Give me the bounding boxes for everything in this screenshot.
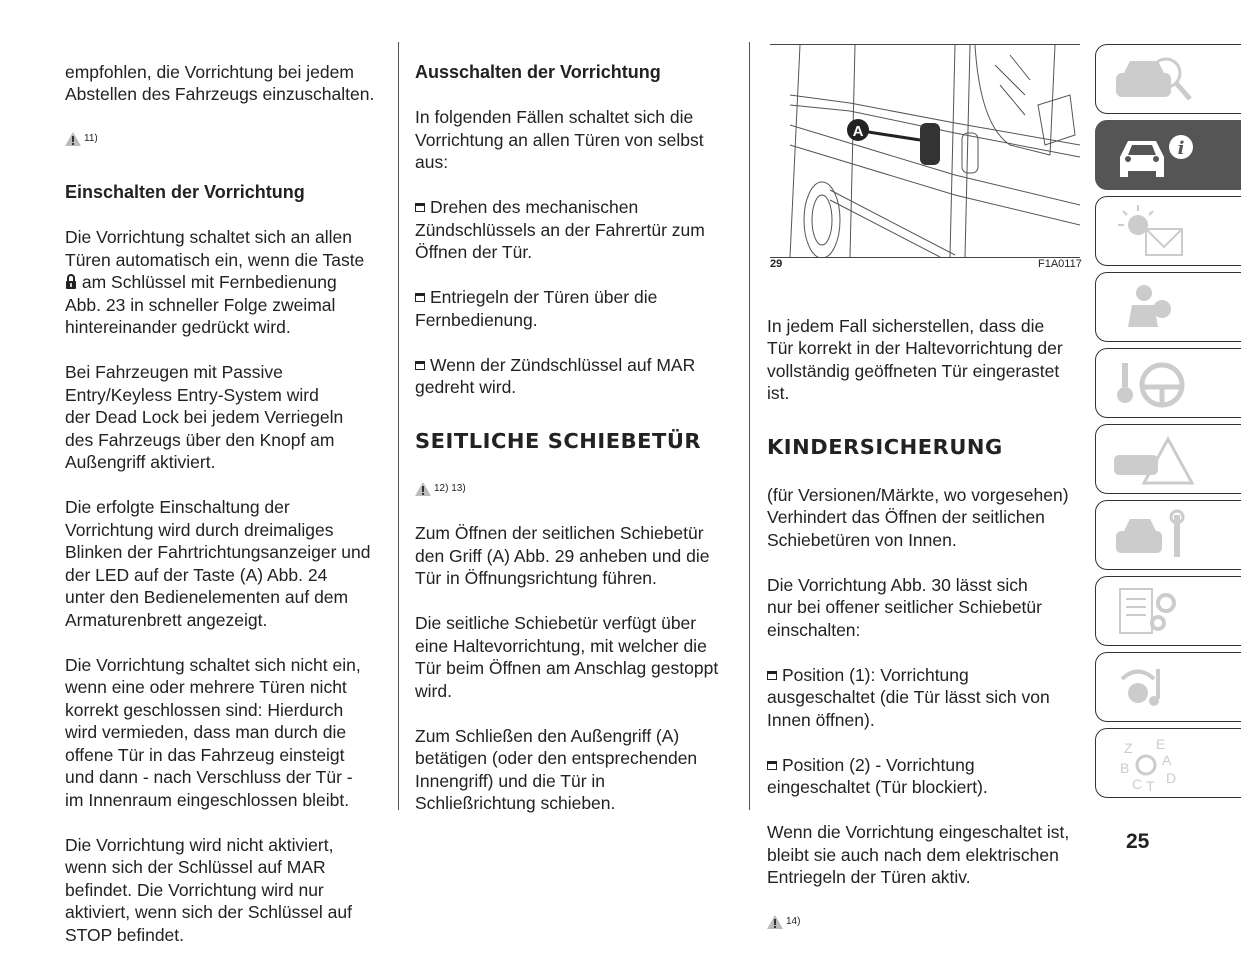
paragraph: Wenn die Vorrichtung eingeschaltet ist, bleibt sie auch nach dem elektrischen Entriegeln der Türen aktiv. <box>767 822 1070 887</box>
paragraph: Die Vorrichtung Abb. 30 lässt sich nur bei offener seitlicher Schiebetür einschalten: <box>767 574 1042 640</box>
tab-technical-data[interactable] <box>1095 576 1241 646</box>
airbag-person-icon <box>1108 279 1198 337</box>
svg-text:i: i <box>1177 138 1185 159</box>
van-side-illustration <box>770 45 1080 257</box>
text: Position (2) - Vorrichtung eingeschaltet (Tür blockiert). <box>767 754 988 797</box>
svg-text:B: B <box>1120 760 1130 776</box>
list-gears-icon <box>1108 583 1198 641</box>
warning-triangle-icon <box>767 915 783 929</box>
tab-emergency[interactable] <box>1095 424 1241 494</box>
list-item <box>767 664 1087 732</box>
section-title: KINDERSICHERUNG <box>767 435 1003 459</box>
heading: Einschalten der Vorrichtung <box>65 181 305 202</box>
list-item <box>415 196 745 264</box>
svg-text:E: E <box>1156 736 1166 752</box>
tab-lights-messages[interactable] <box>1095 196 1241 266</box>
paragraph: Die seitliche Schiebetür verfügt über eine Haltevorrichtung, mit welcher die Tür beim Öffnen am Anschlag gestoppt wird. <box>415 613 719 701</box>
figure-sliding-door <box>770 44 1080 258</box>
tab-multimedia[interactable] <box>1095 652 1241 722</box>
warning-note <box>767 911 1087 933</box>
paragraph: Die Vorrichtung wird nicht aktiviert, wenn sich der Schlüssel auf MAR befindet. Die Vorrichtung wird nur aktiviert, wenn sich der Schlüssel auf STOP befindet. <box>65 834 352 945</box>
text: Wenn der Zündschlüssel auf MAR gedreht wird. <box>415 354 696 397</box>
media-music-icon <box>1108 659 1198 717</box>
car-info-icon <box>1108 127 1198 185</box>
car-warning-icon <box>1108 431 1198 489</box>
paragraph: Die Vorrichtung schaltet sich nicht ein, wenn eine oder mehrere Türen nicht korrekt geschlossen sind: Hierdurch wird vermieden, dass man durch die offene Tür in das Fahrzeug einsteigt und dann - nach Verschluss der Tür - im Innenraum eingeschlossen bleibt. <box>65 654 361 810</box>
paragraph: (für Versionen/Märkte, wo vorgesehen) Verhindert das Öffnen der seitlichen Schiebetüren von Innen. <box>767 484 1069 550</box>
bullet-box-icon <box>415 203 425 212</box>
paragraph: Zum Schließen den Außengriff (A) betätigen (oder den entsprechenden Innengriff) und die Tür in Schließrichtung schieben. <box>415 725 698 813</box>
paragraph: empfohlen, die Vorrichtung bei jedem Abstellen des Fahrzeugs einzuschalten. <box>65 61 375 104</box>
figure-number: 29 <box>770 258 783 270</box>
column-3 <box>767 292 1087 956</box>
note-ref: 14) <box>786 916 801 927</box>
page-number: 25 <box>1126 830 1150 853</box>
list-item <box>415 354 745 399</box>
warning-note <box>65 128 395 150</box>
warning-note <box>415 478 745 500</box>
callout-label: A <box>852 123 864 140</box>
list-item <box>415 286 745 331</box>
bullet-box-icon <box>767 761 777 770</box>
light-envelope-icon <box>1108 203 1198 261</box>
tab-index[interactable] <box>1095 728 1241 798</box>
paragraph: In jedem Fall sicherstellen, dass die Tür korrekt in der Haltevorrichtung der vollständig geöffneten Tür eingerastet ist. <box>767 315 1063 403</box>
tab-car-info[interactable] <box>1095 120 1241 190</box>
tab-car-search[interactable] <box>1095 44 1241 114</box>
svg-text:D: D <box>1166 770 1177 786</box>
car-search-icon <box>1108 51 1198 109</box>
figure-code: F1A0117 <box>1038 258 1082 270</box>
index-letters-icon <box>1108 735 1198 793</box>
svg-text:T: T <box>1146 778 1155 793</box>
svg-text:Z: Z <box>1124 740 1133 756</box>
column-2 <box>415 38 745 837</box>
tab-safety[interactable] <box>1095 272 1241 342</box>
column-divider-1 <box>398 42 399 810</box>
warning-triangle-icon <box>415 482 431 496</box>
note-ref: 11) <box>84 133 98 144</box>
heading: Ausschalten der Vorrichtung <box>415 61 661 82</box>
paragraph: Bei Fahrzeugen mit Passive Entry/Keyless Entry-System wird der Dead Lock bei jedem Verriegeln des Fahrzeugs über den Knopf am Außengriff aktiviert. <box>65 362 344 472</box>
column-1 <box>65 38 395 969</box>
paragraph: Die erfolgte Einschaltung der Vorrichtung wird durch dreimaliges Blinken der Fahrtrichtungsanzeiger und der LED auf der Taste (A) Abb. 24 unter den Bedienelementen auf dem Armaturenbrett angezeigt. <box>65 497 371 630</box>
car-wrench-icon <box>1108 507 1198 565</box>
bullet-box-icon <box>415 361 425 370</box>
text: Position (1): Vorrichtung ausgeschaltet (die Tür lässt sich von Innen öffnen). <box>767 664 1050 730</box>
bullet-box-icon <box>767 671 777 680</box>
paragraph <box>65 226 395 339</box>
paragraph: Zum Öffnen der seitlichen Schiebetür den Griff (A) Abb. 29 anheben und die Tür in Öffnungsrichtung führen. <box>415 523 710 588</box>
lock-icon <box>65 274 77 289</box>
text: Drehen des mechanischen Zündschlüssels an der Fahrertür zum Öffnen der Tür. <box>415 197 705 262</box>
note-ref: 12) 13) <box>434 482 466 494</box>
column-divider-2 <box>749 42 750 810</box>
bullet-box-icon <box>415 293 425 302</box>
text: Die Vorrichtung schaltet sich an allen Türen automatisch ein, wenn die Taste <box>65 227 365 270</box>
text: am Schlüssel mit Fernbedienung Abb. 23 in schneller Folge zweimal hintereinander gedrückt wird. <box>65 272 337 337</box>
steering-key-icon <box>1108 355 1198 413</box>
svg-text:C: C <box>1132 776 1143 792</box>
tab-maintenance[interactable] <box>1095 500 1241 570</box>
section-title: SEITLICHE SCHIEBETÜR <box>415 429 702 453</box>
warning-triangle-icon <box>65 132 81 146</box>
svg-text:A: A <box>1162 752 1172 768</box>
list-item <box>767 754 1087 799</box>
tab-starting-driving[interactable] <box>1095 348 1241 418</box>
paragraph: In folgenden Fällen schaltet sich die Vorrichtung an allen Türen von selbst aus: <box>415 107 704 172</box>
text: Entriegeln der Türen über die Fernbedienung. <box>415 287 658 330</box>
